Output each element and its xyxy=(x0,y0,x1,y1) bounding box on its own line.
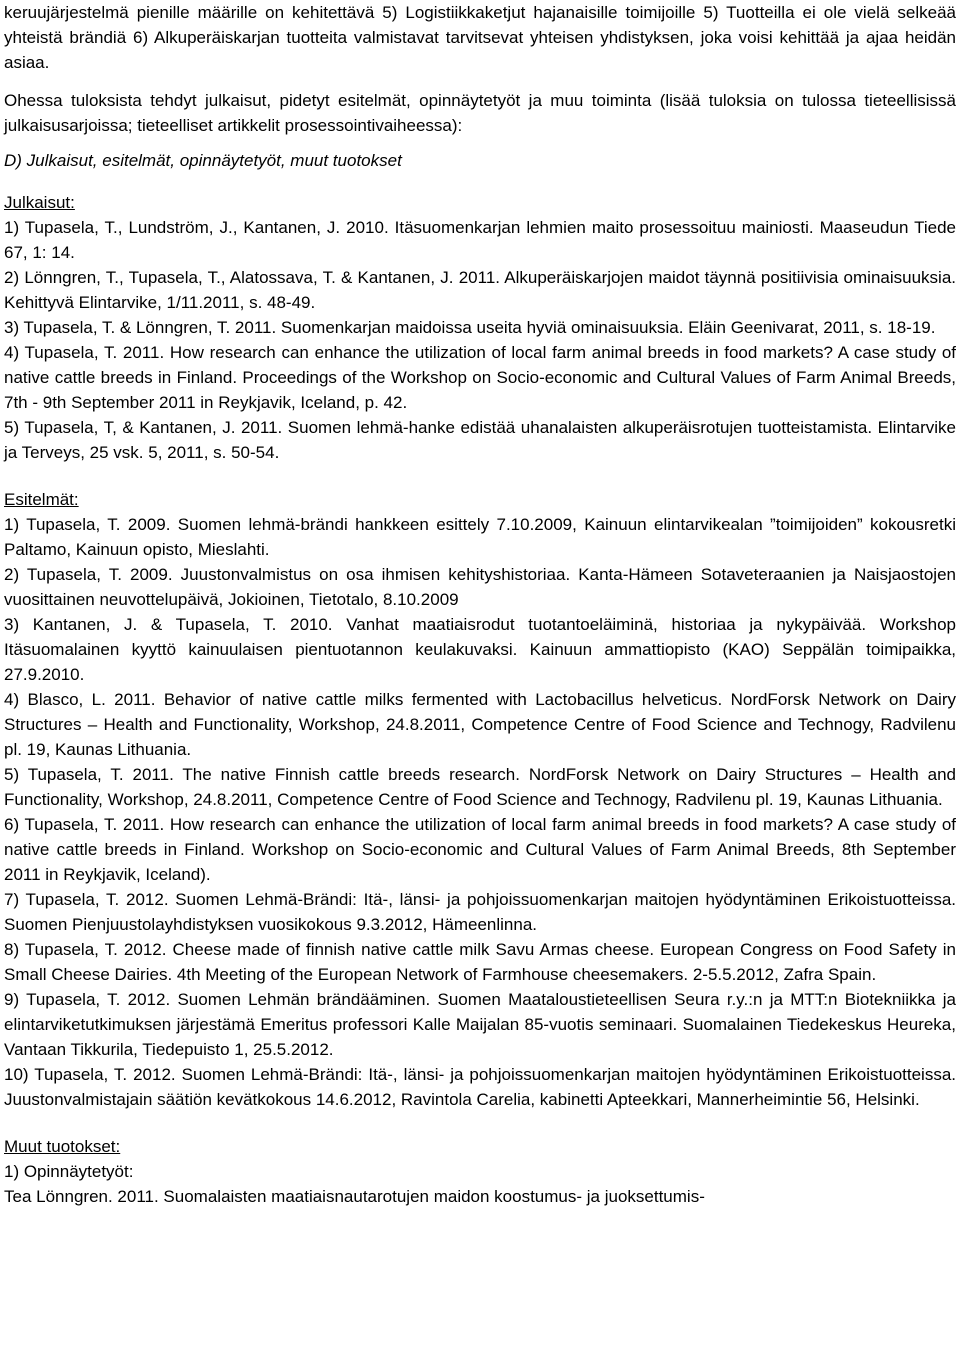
document-page xyxy=(4,0,956,1209)
list-item: 2) Lönngren, T., Tupasela, T., Alatossava, T. & Kantanen, J. 2011. Alkuperäiskarjojen maidot täynnä positiivisia ominaisuuksia. Kehittyvä Elintarvike, 1/11.2011, s. 48-49. xyxy=(4,268,956,312)
list-item: 7) Tupasela, T. 2012. Suomen Lehmä-Brändi: Itä-, länsi- ja pohjoissuomenkarjan maitojen hyödyntäminen Erikoistuotteissa. Suomen Pienjuustolayhdistyksen vuosikokous 9.3.2012, Hämeenlinna. xyxy=(4,890,956,934)
publications-heading: Julkaisut: xyxy=(4,193,75,212)
list-item: 4) Blasco, L. 2011. Behavior of native cattle milks fermented with Lactobacillus helveticus. NordForsk Network on Dairy Structures – Health and Functionality, Workshop, 24.8.2011, Competence Centre of Food Science and Technogy, Radvilenu pl. 19, Kaunas Lithuania. xyxy=(4,690,956,759)
list-item: 1) Tupasela, T., Lundström, J., Kantanen, J. 2010. Itäsuomenkarjan lehmien maito prosessoituu mainiosti. Maaseudun Tiede 67, 1: 14. xyxy=(4,218,956,262)
list-item: Tea Lönngren. 2011. Suomalaisten maatiaisnautarotujen maidon koostumus- ja juoksettumis- xyxy=(4,1187,705,1206)
list-item: 3) Tupasela, T. & Lönngren, T. 2011. Suomenkarjan maidoissa useita hyviä ominaisuuksia. Eläin Geenivarat, 2011, s. 18-19. xyxy=(4,318,936,337)
list-item: 5) Tupasela, T. 2011. The native Finnish cattle breeds research. NordForsk Network on Dairy Structures – Health and Functionality, Workshop, 24.8.2011, Competence Centre of Food Science and Technogy, Radvilenu pl. 19, Kaunas Lithuania. xyxy=(4,765,956,809)
publications-list xyxy=(4,215,956,465)
list-item: 1) Tupasela, T. 2009. Suomen lehmä-brändi hankkeen esittely 7.10.2009, Kainuun elintarvikealan ”toimijoiden” kokousretki Paltamo, Kainuun opisto, Mieslahti. xyxy=(4,515,956,559)
other-outputs-heading: Muut tuotokset: xyxy=(4,1137,121,1156)
section-d-title: D) Julkaisut, esitelmät, opinnäytetyöt, muut tuotokset xyxy=(4,151,402,170)
list-item: 9) Tupasela, T. 2012. Suomen Lehmän brändääminen. Suomen Maataloustieteellisen Seura r.y.:n ja MTT:n Biotekniikka ja elintarviketutkimuksen järjestämä Emeritus professori Kalle Maijalan 85-vuotis seminaari. Suomalainen Tiedekeskus Heureka, Vantaan Tikkurila, Tiedepuisto 1, 25.5.2012. xyxy=(4,990,956,1059)
list-item: 4) Tupasela, T. 2011. How research can enhance the utilization of local farm animal breeds in food markets? A case study of native cattle breeds in Finland. Proceedings of the Workshop on Socio-economic and Cultural Values of Farm Animal Breeds, 7th - 9th September 2011 in Reykjavik, Iceland, p. 42. xyxy=(4,343,956,412)
list-item: 2) Tupasela, T. 2009. Juustonvalmistus on osa ihmisen kehityshistoriaa. Kanta-Hämeen Sotaveteraanien ja Naisjaostojen vuosittainen neuvottelupäivä, Jokioinen, Tietotalo, 8.10.2009 xyxy=(4,565,956,609)
presentations-heading: Esitelmät: xyxy=(4,490,79,509)
theses-list xyxy=(4,1184,956,1209)
list-item: 6) Tupasela, T. 2011. How research can enhance the utilization of local farm animal breeds in food markets? A case study of native cattle breeds in Finland. Workshop on Socio-economic and Cultural Values of Farm Animal Breeds, 8th September 2011 in Reykjavik, Iceland). xyxy=(4,815,956,884)
theses-subheading: 1) Opinnäytetyöt: xyxy=(4,1162,134,1181)
list-item: 3) Kantanen, J. & Tupasela, T. 2010. Vanhat maatiaisrodut tuotantoeläiminä, historiaa ja nykypäivää. Workshop Itäsuomalainen kyyttö kainuulaisen pientuotannon keulakuvaksi. Kainuun ammattiopisto (KAO) Seppälän toimipaikka, 27.9.2010. xyxy=(4,615,956,684)
intro-paragraph: keruujärjestelmä pienille määrille on kehitettävä 5) Logistiikkaketjut hajanaisille toimijoille 5) Tuotteilla ei ole vielä selkeää yhteistä brändiä 6) Alkuperäiskarjan tuotteita valmistavat tarvitsevat yhteisen yhdistyksen, joka voisi kehittää ja ajaa heidän asiaa. xyxy=(4,3,956,72)
list-item: 8) Tupasela, T. 2012. Cheese made of finnish native cattle milk Savu Armas cheese. European Congress on Food Safety in Small Cheese Dairies. 4th Meeting of the European Network of Farmhouse cheesemakers. 2-5.5.2012, Zafra Spain. xyxy=(4,940,956,984)
description-paragraph: Ohessa tuloksista tehdyt julkaisut, pidetyt esitelmät, opinnäytetyöt ja muu toiminta (lisää tuloksia on tulossa tieteellisissä julkaisusarjoissa; tieteelliset artikkelit prosessointivaiheessa): xyxy=(4,91,956,135)
list-item: 5) Tupasela, T, & Kantanen, J. 2011. Suomen lehmä-hanke edistää uhanalaisten alkuperäisrotujen tuotteistamista. Elintarvike ja Terveys, 25 vsk. 5, 2011, s. 50-54. xyxy=(4,418,956,462)
presentations-list xyxy=(4,512,956,1112)
list-item: 10) Tupasela, T. 2012. Suomen Lehmä-Brändi: Itä-, länsi- ja pohjoissuomenkarjan maitojen hyödyntäminen Erikoistuotteissa. Juustonvalmistajain säätiön kevätkokous 14.6.2012, Ravintola Carelia, kabinetti Apteekkari, Mannerheimintie 56, Helsinki. xyxy=(4,1065,956,1109)
